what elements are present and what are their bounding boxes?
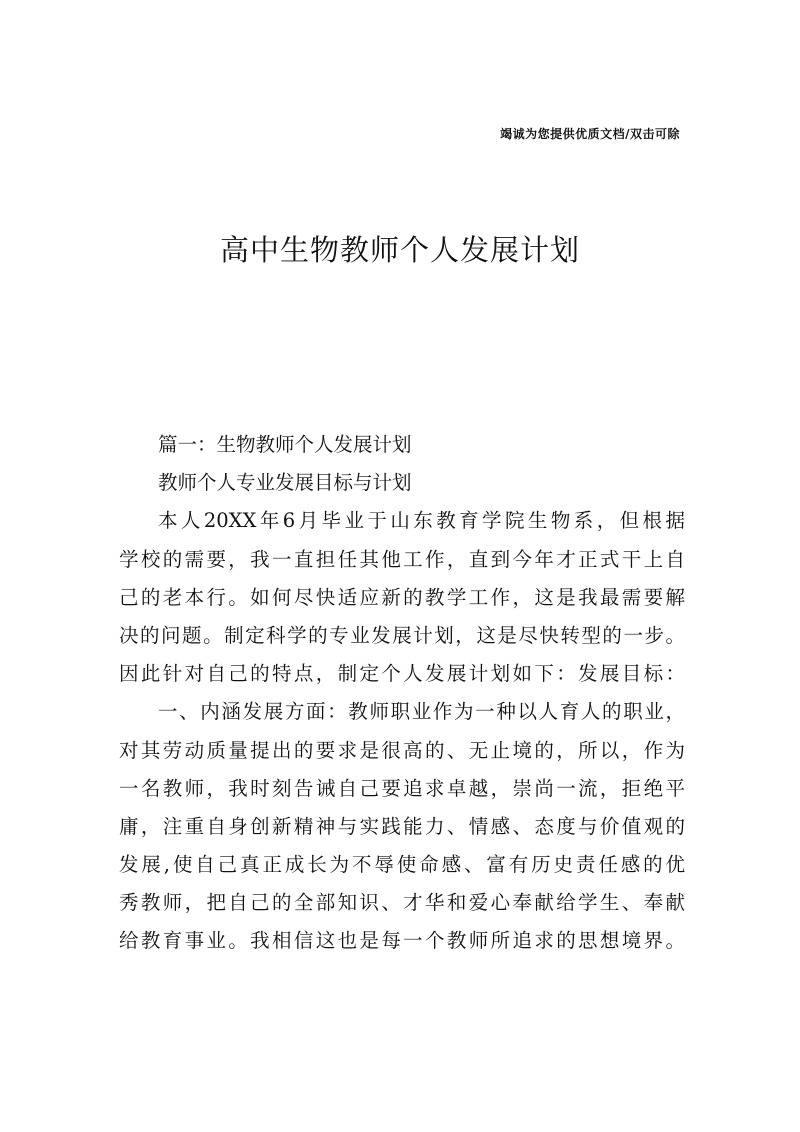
paragraph-line: 秀教师，把自己的全部知识、才华和爱心奉献给学生、奉献 — [119, 891, 685, 915]
paragraph-line: 一名教师，我时刻告诫自己要追求卓越，崇尚一流，拒绝平 — [119, 776, 685, 800]
paragraph-line: 己的老本行。如何尽快适应新的教学工作，这是我最需要解 — [119, 585, 685, 609]
paragraph-line: 给教育事业。我相信这也是每一个教师所追求的思想境界。 — [119, 929, 685, 953]
paragraph-line: 本人20XX年6月毕业于山东教育学院生物系，但根据 — [158, 509, 685, 533]
paragraph-line: 学校的需要，我一直担任其他工作，直到今年才正式干上自 — [119, 547, 685, 571]
paragraph-line: 因此针对自己的特点，制定个人发展计划如下：发展目标： — [119, 662, 685, 686]
paragraph-line: 对其劳动质量提出的要求是很高的、无止境的，所以，作为 — [119, 738, 685, 762]
paragraph-line: 发展,使自己真正成长为不辱使命感、富有历史责任感的优 — [119, 853, 685, 877]
paragraph-line: 决的问题。制定科学的专业发展计划，这是尽快转型的一步。 — [119, 623, 685, 647]
paragraph-line: 庸，注重自身创新精神与实践能力、情感、态度与价值观的 — [119, 814, 685, 838]
document-body — [119, 426, 685, 961]
document-title: 高中生物教师个人发展计划 — [219, 233, 580, 267]
header-note: 竭诚为您提供优质文档/双击可除 — [500, 127, 680, 141]
section-heading: 篇一：生物教师个人发展计划 — [158, 433, 412, 456]
subheading: 教师个人专业发展目标与计划 — [158, 471, 412, 495]
paragraph-line: 一、内涵发展方面：教师职业作为一种以人育人的职业， — [158, 700, 685, 724]
